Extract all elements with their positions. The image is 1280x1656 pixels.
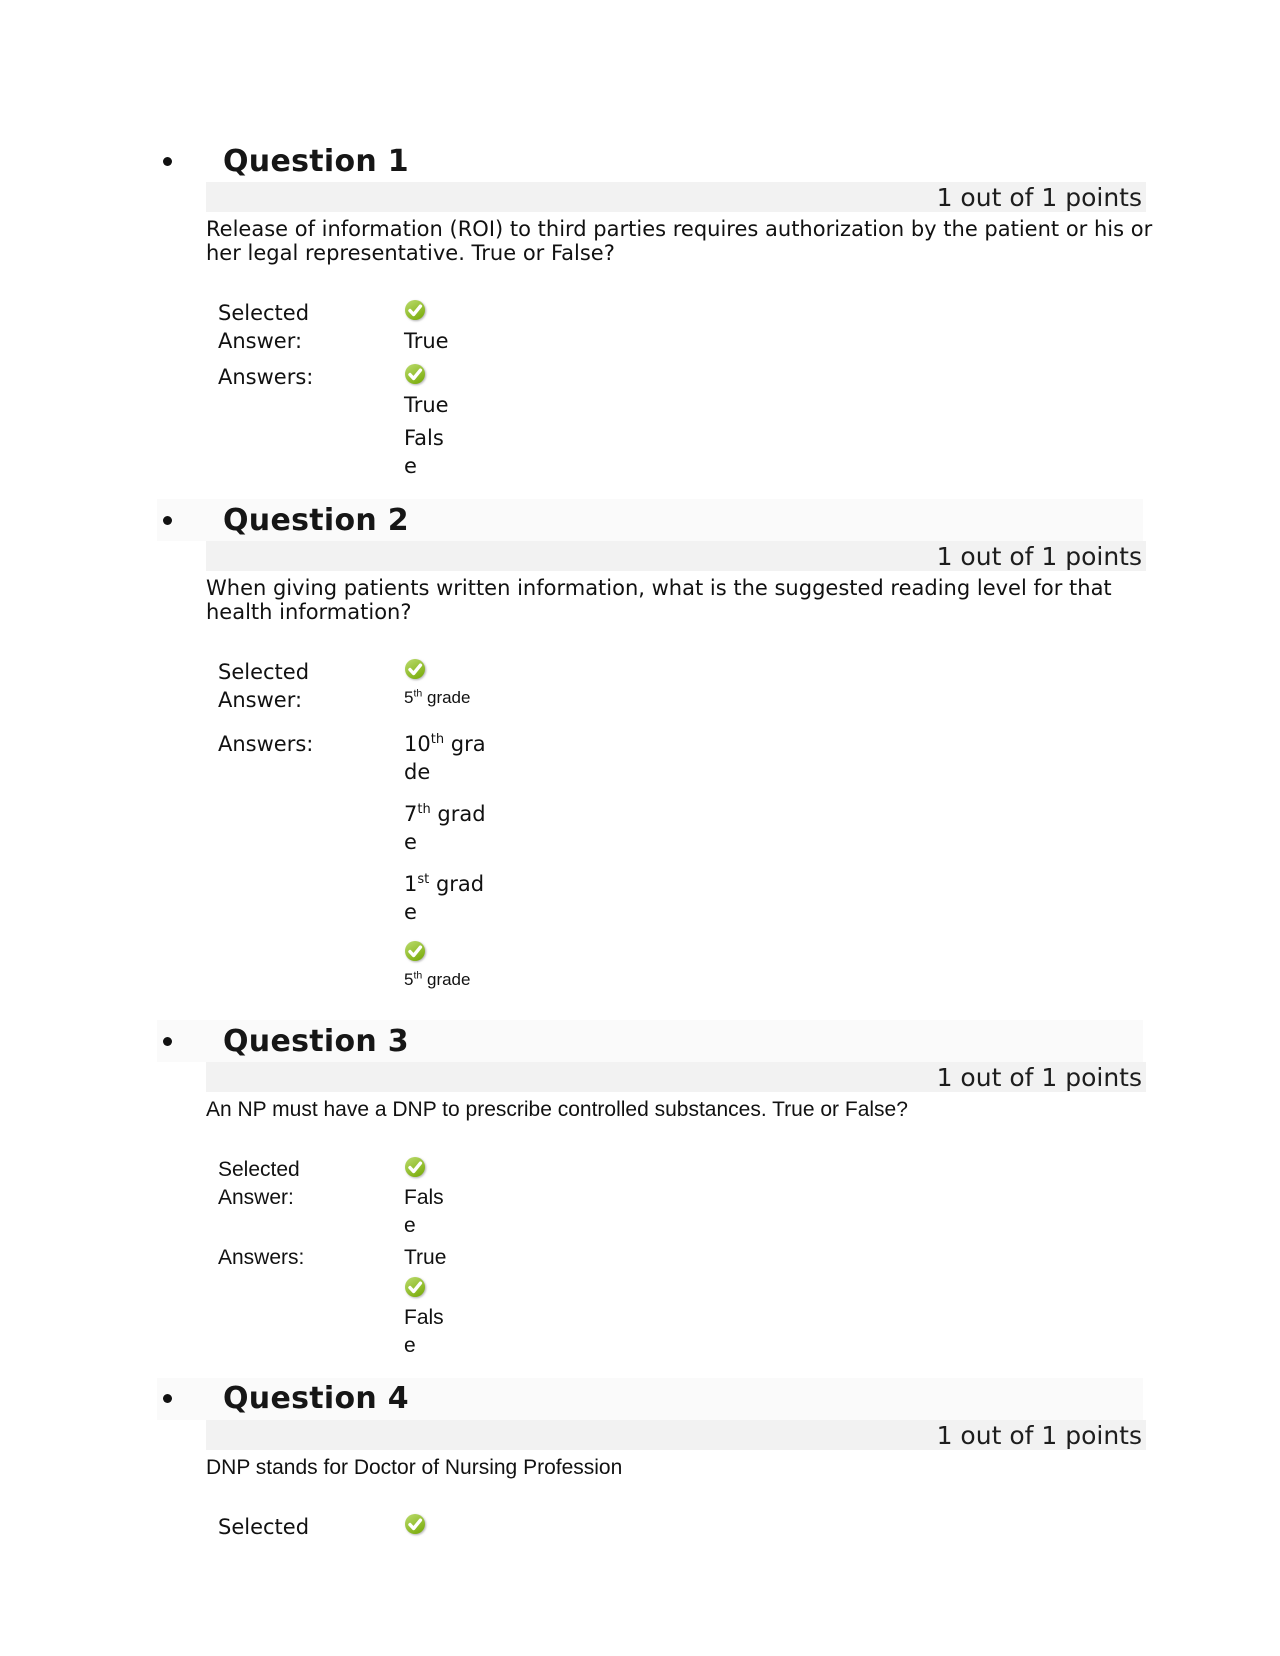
- question-1-heading-row: [157, 140, 1143, 182]
- question-section-4: [0, 1378, 1280, 1542]
- answer-options: [404, 363, 456, 485]
- question-2-title: Question 2: [223, 502, 409, 538]
- answer-option: [404, 870, 492, 926]
- question-1-title: Question 1: [223, 143, 409, 179]
- selected-answer-row: [218, 658, 1280, 714]
- selected-answer-label: Selected Answer:: [218, 1157, 300, 1209]
- answers-label: Answers:: [218, 1245, 305, 1269]
- question-3-text: An NP must have a DNP to prescribe controlled substances. True or False?: [206, 1098, 908, 1121]
- question-4-text: DNP stands for Doctor of Nursing Profession: [206, 1455, 623, 1479]
- question-2-points-bar: [206, 541, 1146, 571]
- question-3-title: Question 3: [223, 1023, 409, 1059]
- answer-option-text: True: [404, 1245, 447, 1269]
- selected-answer-label: Selected Answer:: [218, 301, 310, 353]
- answer-option-text: 5th grade: [404, 969, 471, 989]
- selected-answer-row: [218, 299, 1280, 355]
- correct-check-icon: [404, 1156, 426, 1178]
- question-3-heading-row: [157, 1020, 1143, 1062]
- question-4-title: Question 4: [223, 1381, 409, 1416]
- answer-option-text: 1st grade: [404, 872, 485, 924]
- question-1-points: 1 out of 1 points: [936, 183, 1142, 212]
- answer-option-text: True: [404, 393, 449, 417]
- question-section-2: [0, 499, 1280, 1006]
- bullet-marker: [163, 157, 172, 166]
- question-4-answers-block: [218, 1513, 1280, 1541]
- question-4-heading-row: [157, 1378, 1143, 1420]
- correct-check-icon: [404, 1513, 426, 1535]
- question-section-3: [0, 1020, 1280, 1364]
- question-3-points-bar: [206, 1062, 1146, 1092]
- question-2-heading-row: [157, 499, 1143, 541]
- answer-option-text: False: [404, 426, 444, 478]
- answers-label: Answers:: [218, 732, 314, 756]
- bullet-marker: [163, 1037, 172, 1046]
- selected-answer-row: [218, 1513, 1280, 1541]
- answers-row: [218, 730, 1280, 1006]
- answer-options: [404, 730, 492, 1006]
- answer-option: [404, 800, 492, 856]
- question-2-points: 1 out of 1 points: [936, 542, 1142, 571]
- answers-label: Answers:: [218, 365, 314, 389]
- correct-check-icon: [404, 658, 426, 680]
- question-1-points-bar: [206, 182, 1146, 212]
- question-2-answers-block: [218, 658, 1280, 1006]
- selected-answer-label: Selected Answer:: [218, 660, 310, 712]
- answer-option-correct: [404, 363, 456, 419]
- correct-check-icon: [404, 1276, 426, 1298]
- selected-answer-value: [404, 1156, 450, 1240]
- answers-row: [218, 1244, 1280, 1364]
- selected-answer-label: Selected: [218, 1515, 310, 1539]
- answer-option: [404, 730, 492, 786]
- selected-answer-text: 5th grade: [404, 687, 471, 707]
- selected-answer-value: [404, 658, 470, 714]
- answers-row: [218, 363, 1280, 485]
- selected-answer-text: True: [404, 329, 449, 353]
- answer-option: [404, 424, 456, 480]
- question-4-points: 1 out of 1 points: [936, 1420, 1142, 1450]
- question-4-points-bar: [206, 1420, 1146, 1450]
- selected-answer-text: False: [404, 1185, 444, 1237]
- question-2-text: When giving patients written information, what is the suggested reading level for that health information?: [206, 576, 1112, 624]
- question-3-points: 1 out of 1 points: [936, 1063, 1142, 1092]
- answer-options: [404, 1244, 450, 1364]
- selected-answer-value: [404, 1513, 426, 1541]
- answer-option-correct: [404, 1276, 450, 1360]
- bullet-marker: [163, 1394, 172, 1403]
- correct-check-icon: [404, 363, 426, 385]
- question-1-text: Release of information (ROI) to third parties requires authorization by the patient or his or her legal representative. True or False?: [206, 217, 1153, 265]
- correct-check-icon: [404, 299, 426, 321]
- answer-option-text: 7th grade: [404, 802, 486, 854]
- question-section-1: [0, 140, 1280, 485]
- answer-option-text: 10th grade: [404, 732, 486, 784]
- bullet-marker: [163, 516, 172, 525]
- question-3-answers-block: [218, 1156, 1280, 1364]
- answer-option-correct: [404, 940, 492, 992]
- selected-answer-row: [218, 1156, 1280, 1240]
- question-1-answers-block: [218, 299, 1280, 485]
- answer-option-text: False: [404, 1305, 444, 1357]
- answer-option: [404, 1244, 450, 1272]
- selected-answer-value: [404, 299, 456, 355]
- correct-check-icon: [404, 940, 426, 962]
